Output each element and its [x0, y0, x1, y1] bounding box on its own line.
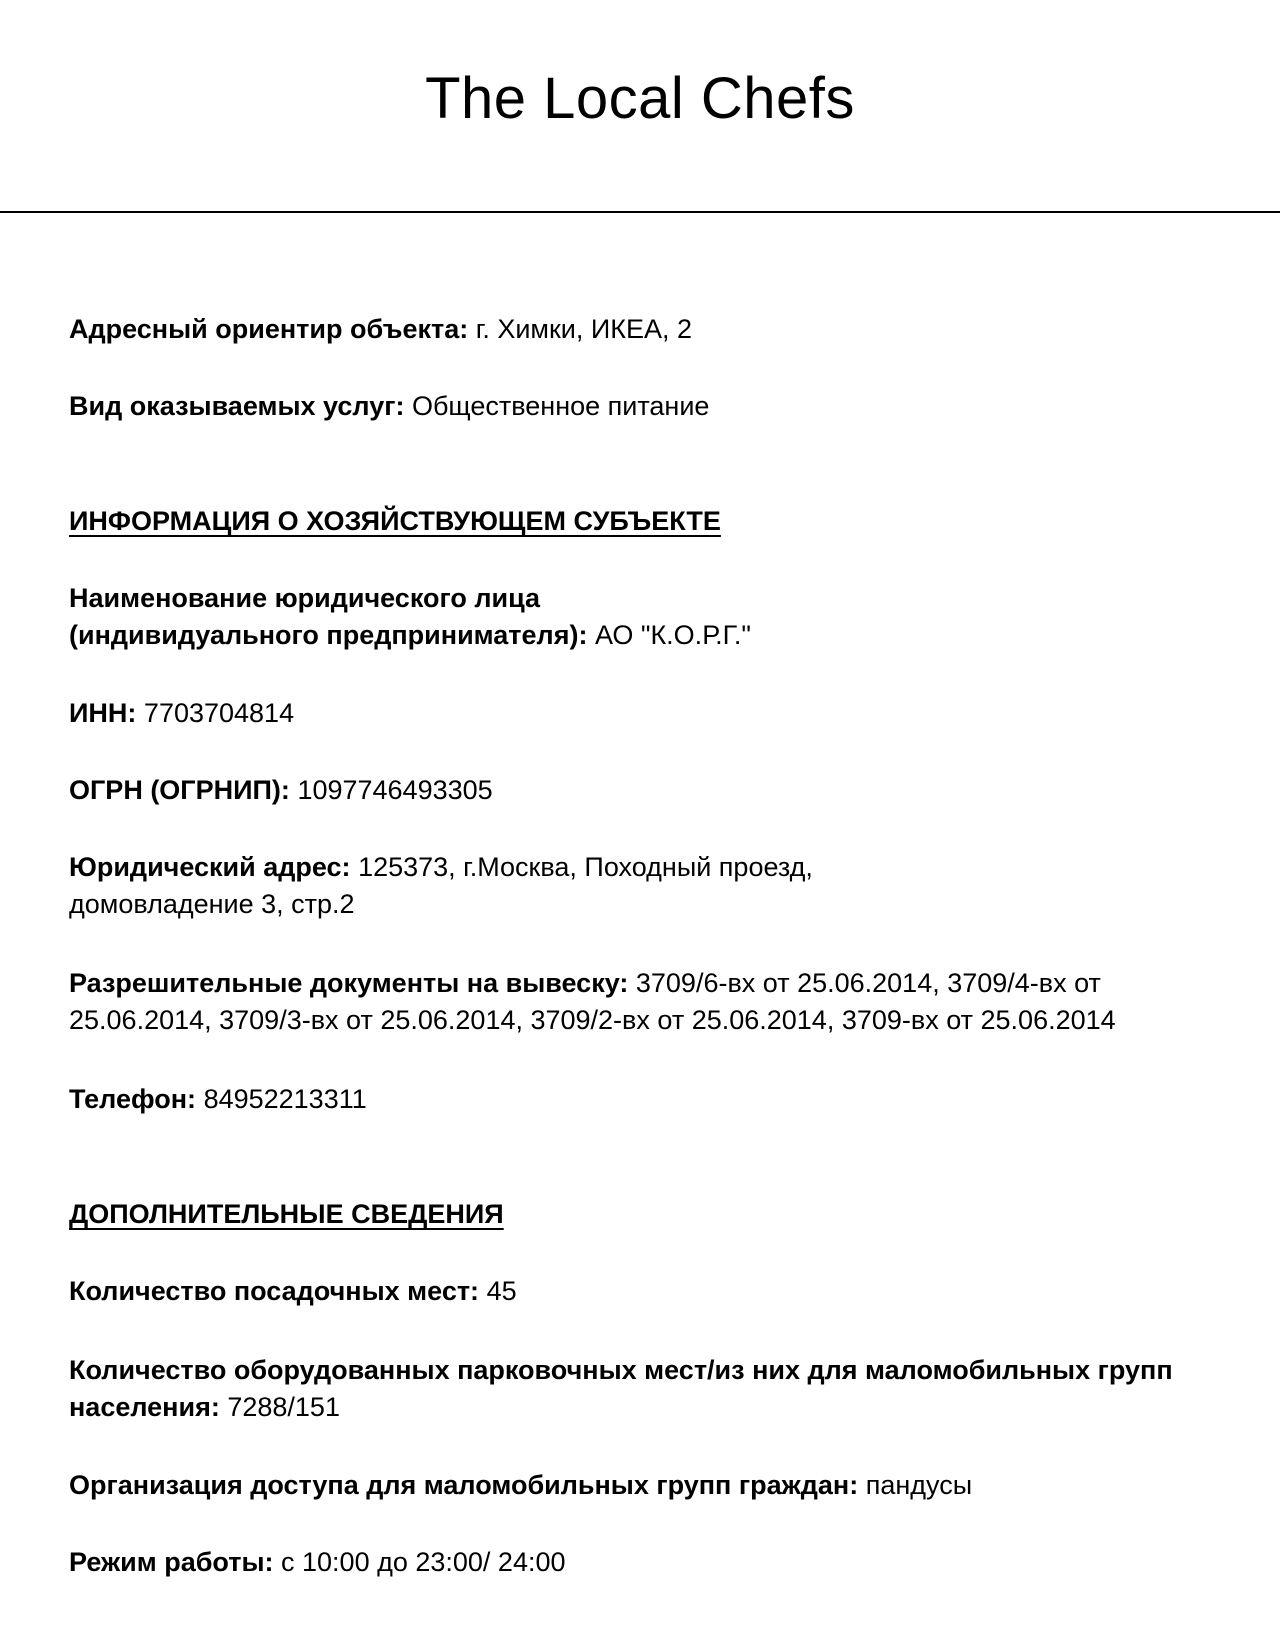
permits-row-1 [69, 965, 1249, 1002]
address-row [69, 311, 1249, 348]
additional-heading-text: ДОПОЛНИТЕЛЬНЫЕ СВЕДЕНИЯ [69, 1199, 504, 1229]
seats-value: 45 [486, 1276, 517, 1306]
legal-address-label: Юридический адрес: [69, 852, 351, 882]
address-value: г. Химки, ИКЕА, 2 [475, 314, 693, 344]
inn-value: 7703704814 [143, 698, 295, 728]
seats-row [69, 1273, 1249, 1310]
access-value: пандусы [865, 1470, 973, 1500]
permits-row-2 [69, 1002, 1249, 1039]
entity-heading-text: ИНФОРМАЦИЯ О ХОЗЯЙСТВУЮЩЕМ СУБЪЕКТЕ [69, 506, 721, 536]
inn-label: ИНН: [69, 698, 137, 728]
hours-row [69, 1544, 1249, 1581]
services-row [69, 388, 1249, 425]
services-value: Общественное питание [411, 391, 710, 421]
entity-name-label-line1: Наименование юридического лица [69, 583, 541, 613]
legal-address-row-1 [69, 849, 1249, 886]
entity-name-value: АО "К.О.Р.Г." [594, 620, 752, 650]
hours-label: Режим работы: [69, 1547, 274, 1577]
entity-name-label-line2: (индивидуального предпринимателя): [69, 620, 588, 650]
permits-label: Разрешительные документы на вывеску: [69, 968, 629, 998]
ogrn-label: ОГРН (ОГРНИП): [69, 775, 290, 805]
parking-label-line2: населения: [69, 1392, 220, 1422]
parking-value: 7288/151 [227, 1392, 340, 1422]
phone-value: 84952213311 [203, 1084, 367, 1114]
inn-row [69, 695, 1249, 732]
ogrn-value: 1097746493305 [297, 775, 493, 805]
ogrn-row [69, 772, 1249, 809]
entity-name-row-2 [69, 617, 1249, 654]
legal-address-line2: домовладение 3, стр.2 [69, 889, 355, 919]
legal-address-row-2 [69, 886, 1249, 923]
parking-row-2 [69, 1389, 1249, 1426]
access-row [69, 1467, 1249, 1504]
phone-label: Телефон: [69, 1084, 197, 1114]
phone-row [69, 1081, 1249, 1118]
additional-section-heading [69, 1196, 1249, 1233]
legal-address-line1: 125373, г.Москва, Походный проезд, [358, 852, 813, 882]
hours-value: с 10:00 до 23:00/ 24:00 [281, 1547, 566, 1577]
services-label: Вид оказываемых услуг: [69, 391, 405, 421]
entity-name-row-1 [69, 580, 1249, 617]
seats-label: Количество посадочных мест: [69, 1276, 480, 1306]
parking-row-1 [69, 1352, 1249, 1389]
permits-line1: 3709/6-вх от 25.06.2014, 3709/4-вх от [635, 968, 1101, 998]
entity-section-heading [69, 503, 1249, 540]
access-label: Организация доступа для маломобильных групп граждан: [69, 1470, 859, 1500]
parking-label-line1: Количество оборудованных парковочных мест/из них для маломобильных групп [69, 1355, 1173, 1385]
permits-line2: 25.06.2014, 3709/3-вх от 25.06.2014, 3709/2-вх от 25.06.2014, 3709-вх от 25.06.2014 [69, 1005, 1116, 1035]
page-title: The Local Chefs [425, 66, 855, 131]
header-divider [0, 211, 1280, 213]
address-label: Адресный ориентир объекта: [69, 314, 469, 344]
